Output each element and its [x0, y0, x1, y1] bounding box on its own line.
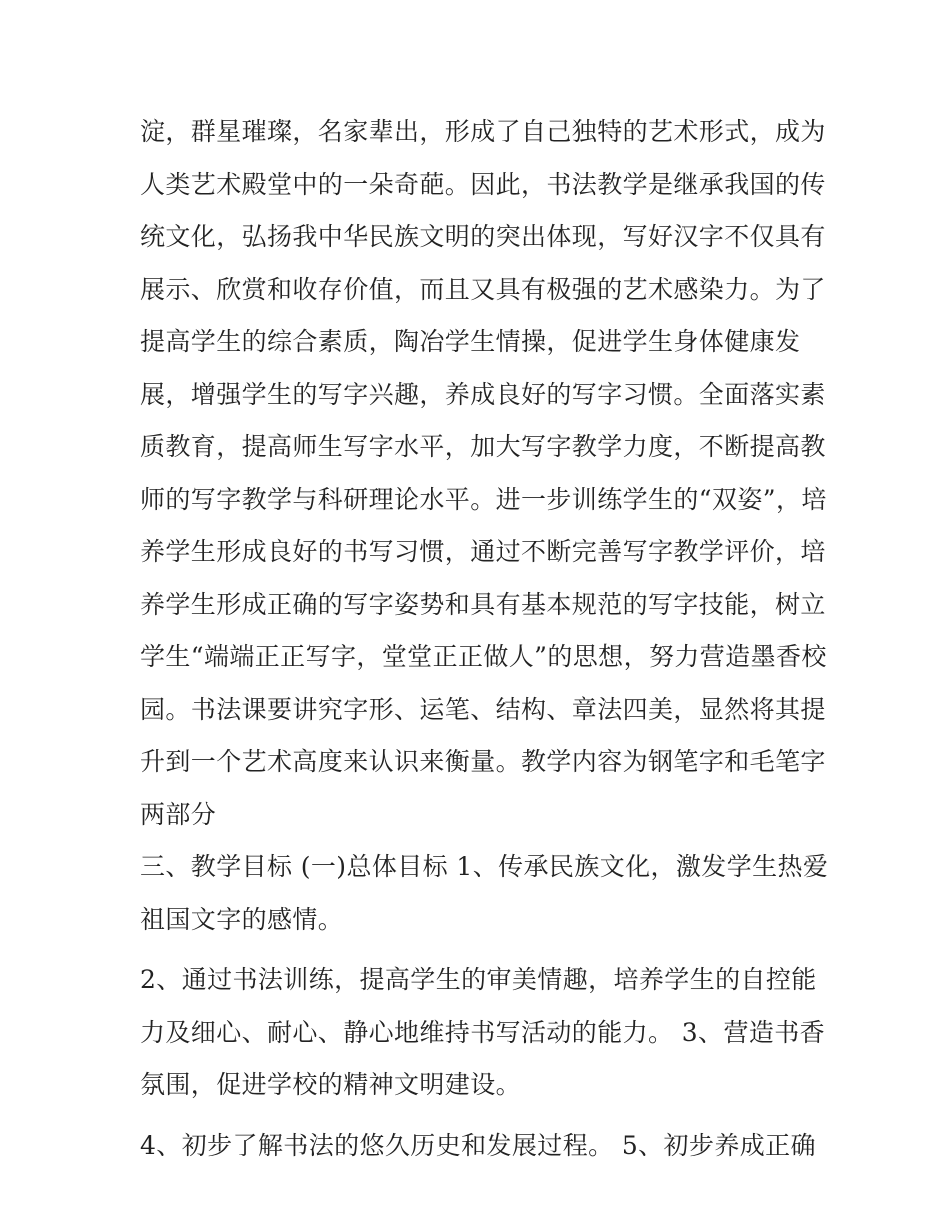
paragraph-gap — [140, 1112, 820, 1120]
text-line: 统文化，弘扬我中华民族文明的突出体现，写好汉字不仅具有 — [140, 222, 826, 251]
paragraph-gap — [140, 946, 820, 954]
text-line: 质教育，提高师生写字水平，加大写字教学力度，不断提高教 — [140, 432, 826, 461]
text-line: 两部分 — [140, 799, 217, 829]
text-line: 淀，群星璀璨，名家辈出，形成了自己独特的艺术形式，成为 — [140, 117, 826, 146]
text-line: 师的写字教学与科研理论水平。进一步训练学生的“双姿”，培 — [140, 484, 827, 514]
body-text — [140, 106, 829, 1172]
text-line: 氛围，促进学校的精神文明建设。 — [140, 1070, 522, 1099]
text-line: 展，增强学生的写字兴趣，养成良好的写字习惯。全面落实素 — [140, 379, 826, 409]
text-line: 养学生形成正确的写字姿势和具有基本规范的写字技能，树立 — [140, 589, 826, 619]
text-line: 人类艺术殿堂中的一朵奇葩。因此，书法教学是继承我国的传 — [140, 169, 826, 199]
text-line: 园。书法课要讲究字形、运笔、结构、章法四美，显然将其提 — [140, 694, 826, 724]
text-line: 2、通过书法训练，提高学生的审美情趣，培养学生的自控能 — [140, 965, 817, 994]
text-line: 祖国文字的感情。 — [140, 904, 344, 934]
text-line: 4、初步了解书法的悠久历史和发展过程。 5、初步养成正确 — [140, 1130, 816, 1160]
text-line: 学生“端端正正写字，堂堂正正做人”的思想，努力营造墨香校 — [140, 642, 827, 671]
section-heading-line: 三、教学目标 (一)总体目标 1、传承民族文化，激发学生热爱 — [140, 852, 829, 881]
text-line: 力及细心、耐心、静心地维持书写活动的能力。 3、营造书香 — [140, 1017, 826, 1047]
text-line: 提高学生的综合素质，陶冶学生情操，促进学生身体健康发 — [140, 327, 801, 356]
text-line: 升到一个艺术高度来认识来衡量。教学内容为钢笔字和毛笔字 — [140, 747, 826, 776]
text-line: 养学生形成良好的书写习惯，通过不断完善写字教学评价，培 — [140, 537, 826, 566]
text-line: 展示、欣赏和收存价值，而且又具有极强的艺术感染力。为了 — [140, 274, 826, 304]
